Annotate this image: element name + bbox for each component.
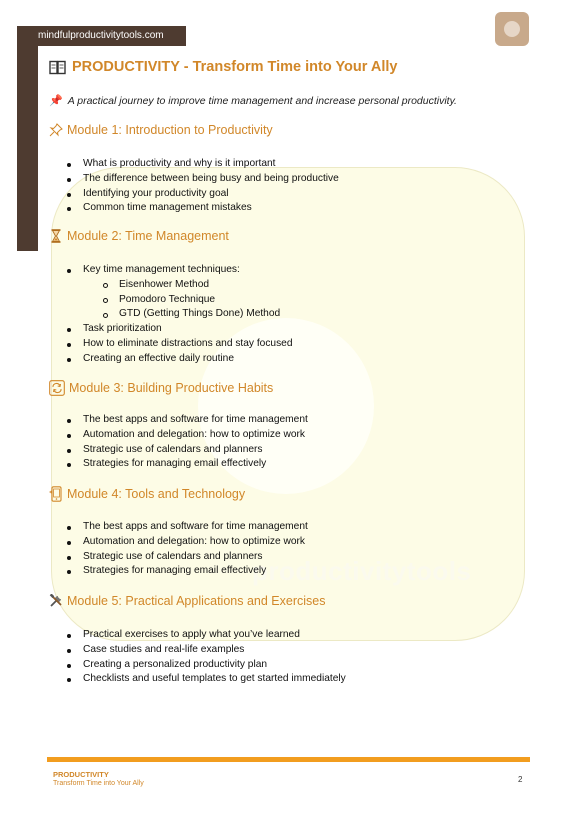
module-2-heading <box>49 229 229 243</box>
list-item: How to eliminate distractions and stay focused <box>66 337 293 352</box>
watermark-text: productivitytools <box>252 556 472 586</box>
list-item: Key time management techniques: <box>66 263 293 278</box>
module-1-title: Module 1: Introduction to Productivity <box>67 123 273 137</box>
title-text: PRODUCTIVITY - Transform Time into Your Ally <box>72 59 398 75</box>
tools-icon <box>49 594 63 608</box>
module-3-title: Module 3: Building Productive Habits <box>69 381 274 395</box>
list-item: Identifying your productivity goal <box>66 187 339 202</box>
module-4-list <box>66 520 308 579</box>
module-3-heading <box>49 380 273 396</box>
list-item: Practical exercises to apply what you’ve learned <box>66 628 346 643</box>
open-book-icon <box>49 60 66 75</box>
intro-text: A practical journey to improve time management and increase personal productivity. <box>67 94 457 107</box>
list-item: The best apps and software for time management <box>66 520 308 535</box>
module-4-heading <box>49 486 245 502</box>
list-item: Automation and delegation: how to optimize work <box>66 535 308 550</box>
brand-logo <box>495 12 529 46</box>
footer-title: PRODUCTIVITY <box>53 770 109 779</box>
sub-list-item: GTD (Getting Things Done) Method <box>66 307 293 322</box>
list-item: Checklists and useful templates to get started immediately <box>66 672 346 687</box>
hourglass-icon <box>49 229 63 243</box>
list-item: Common time management mistakes <box>66 201 339 216</box>
list-item: Strategic use of calendars and planners <box>66 443 308 458</box>
module-3-list <box>66 413 308 472</box>
pushpin-icon <box>49 123 63 137</box>
footer-rule <box>47 757 530 762</box>
sub-list-item: Eisenhower Method <box>66 278 293 293</box>
page-number: 2 <box>518 775 523 784</box>
list-item: The best apps and software for time management <box>66 413 308 428</box>
module-2-list <box>66 263 293 367</box>
list-item: Automation and delegation: how to optimize work <box>66 428 308 443</box>
list-item: Task prioritization <box>66 322 293 337</box>
module-5-title: Module 5: Practical Applications and Exercises <box>67 594 326 608</box>
site-banner <box>17 26 186 46</box>
list-item: Strategies for managing email effectively <box>66 564 308 579</box>
sidebar-stripe <box>17 46 38 251</box>
page-title <box>49 59 398 75</box>
pushpin-icon: 📌 <box>49 95 63 107</box>
mobile-phone-icon <box>49 486 63 502</box>
list-item: What is productivity and why is it important <box>66 157 339 172</box>
list-item: Case studies and real-life examples <box>66 643 346 658</box>
site-url: mindfulproductivitytools.com <box>38 30 164 41</box>
list-item: Creating a personalized productivity plan <box>66 658 346 673</box>
footer-subtitle: Transform Time into Your Ally <box>53 780 144 787</box>
repeat-icon <box>49 380 65 396</box>
module-2-title: Module 2: Time Management <box>67 229 229 243</box>
list-item: Creating an effective daily routine <box>66 352 293 367</box>
module-1-list <box>66 157 339 216</box>
list-item: Strategies for managing email effectively <box>66 457 308 472</box>
sub-list-item: Pomodoro Technique <box>66 293 293 308</box>
module-1-heading <box>49 123 273 137</box>
list-item: The difference between being busy and being productive <box>66 172 339 187</box>
intro-line <box>49 94 457 107</box>
module-5-heading <box>49 594 325 608</box>
module-4-title: Module 4: Tools and Technology <box>67 487 246 501</box>
logo-mark <box>504 21 520 37</box>
module-5-list <box>66 628 346 687</box>
list-item: Strategic use of calendars and planners <box>66 550 308 565</box>
